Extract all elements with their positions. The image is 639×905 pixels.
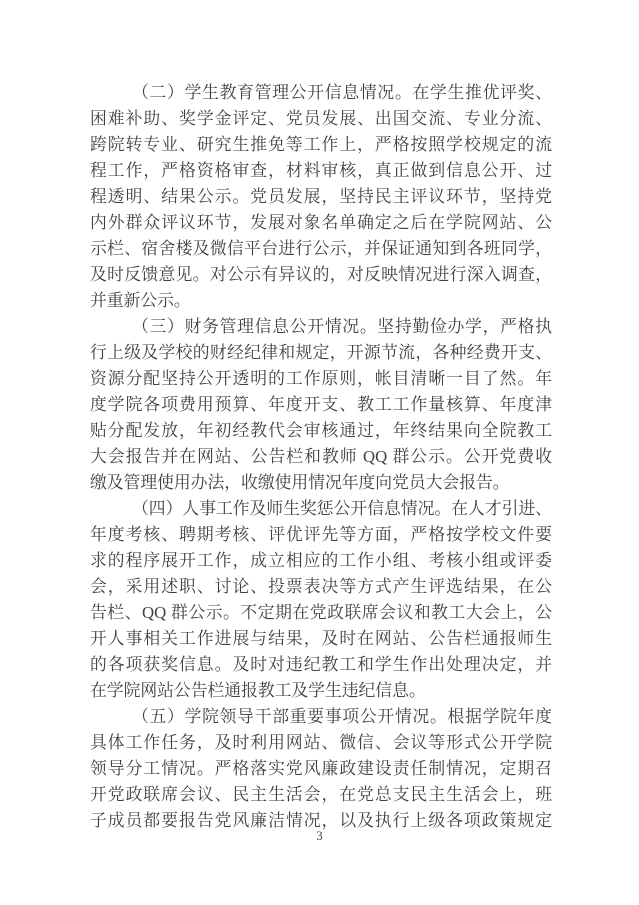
- text-line: 程工作，严格资格审查，材料审核，真正做到信息公开、过: [90, 161, 552, 180]
- text-line: 在学院网站公告栏通报教工及学生违纪信息。: [90, 681, 426, 700]
- text-line: 及时反馈意见。对公示有异议的，对反映情况进行深入调查，: [90, 265, 552, 284]
- text-line: 会，采用述职、讨论、投票表决等方式产生评选结果，在公: [90, 577, 552, 596]
- text-line: （五）学院领导干部重要事项公开情况。根据学院年度: [132, 707, 552, 726]
- text-line: 困难补助、奖学金评定、党员发展、出国交流、专业分流、: [90, 109, 552, 128]
- text-line: （四）人事工作及师生奖惩公开信息情况。在人才引进、: [132, 499, 552, 518]
- text-line: 年度考核、聘期考核、评优评先等方面，严格按学校文件要: [90, 525, 552, 544]
- text-line: 领导分工情况。严格落实党风廉政建设责任制情况，定期召: [90, 759, 552, 778]
- text-line: 告栏、QQ 群公示。不定期在党政联席会议和教工大会上，公: [90, 603, 552, 622]
- text-line: 示栏、宿舍楼及微信平台进行公示，并保证通知到各班同学，: [90, 239, 552, 258]
- text-line: 子成员都要报告党风廉洁情况，以及执行上级各项政策规定: [90, 811, 552, 830]
- text-line: 程透明、结果公示。党员发展，坚持民主评议环节，坚持党: [90, 187, 552, 206]
- text-line: 缴及管理使用办法，收缴使用情况年度向党员大会报告。: [90, 473, 510, 492]
- text-line: 并重新公示。: [90, 291, 191, 310]
- page-number: 3: [316, 829, 323, 843]
- document-body: [90, 80, 552, 834]
- text-line: 的各项获奖信息。及时对违纪教工和学生作出处理决定，并: [90, 655, 552, 674]
- text-line: 开党政联席会议、民主生活会，在党总支民主生活会上，班: [90, 785, 552, 804]
- text-line: 求的程序展开工作，成立相应的工作小组、考核小组或评委: [90, 551, 552, 570]
- text-line: 跨院转专业、研究生推免等工作上，严格按照学校规定的流: [90, 135, 552, 154]
- text-line: 大会报告并在网站、公告栏和教师 QQ 群公示。公开党费收: [90, 447, 552, 466]
- text-line: （三）财务管理信息公开情况。坚持勤俭办学，严格执: [132, 317, 552, 336]
- text-line: （二）学生教育管理公开信息情况。在学生推优评奖、: [132, 83, 552, 102]
- text-line: 度学院各项费用预算、年度开支、教工工作量核算、年度津: [90, 395, 552, 414]
- text-line: 开人事相关工作进展与结果，及时在网站、公告栏通报师生: [90, 629, 552, 648]
- text-line: 内外群众评议环节，发展对象名单确定之后在学院网站、公: [90, 213, 552, 232]
- text-line: 资源分配坚持公开透明的工作原则，帐目清晰一目了然。年: [90, 369, 552, 388]
- text-line: 贴分配发放，年初经教代会审核通过，年终结果向全院教工: [90, 421, 552, 440]
- text-line: 具体工作任务，及时利用网站、微信、会议等形式公开学院: [90, 733, 552, 752]
- text-line: 行上级及学校的财经纪律和规定，开源节流，各种经费开支、: [90, 343, 552, 362]
